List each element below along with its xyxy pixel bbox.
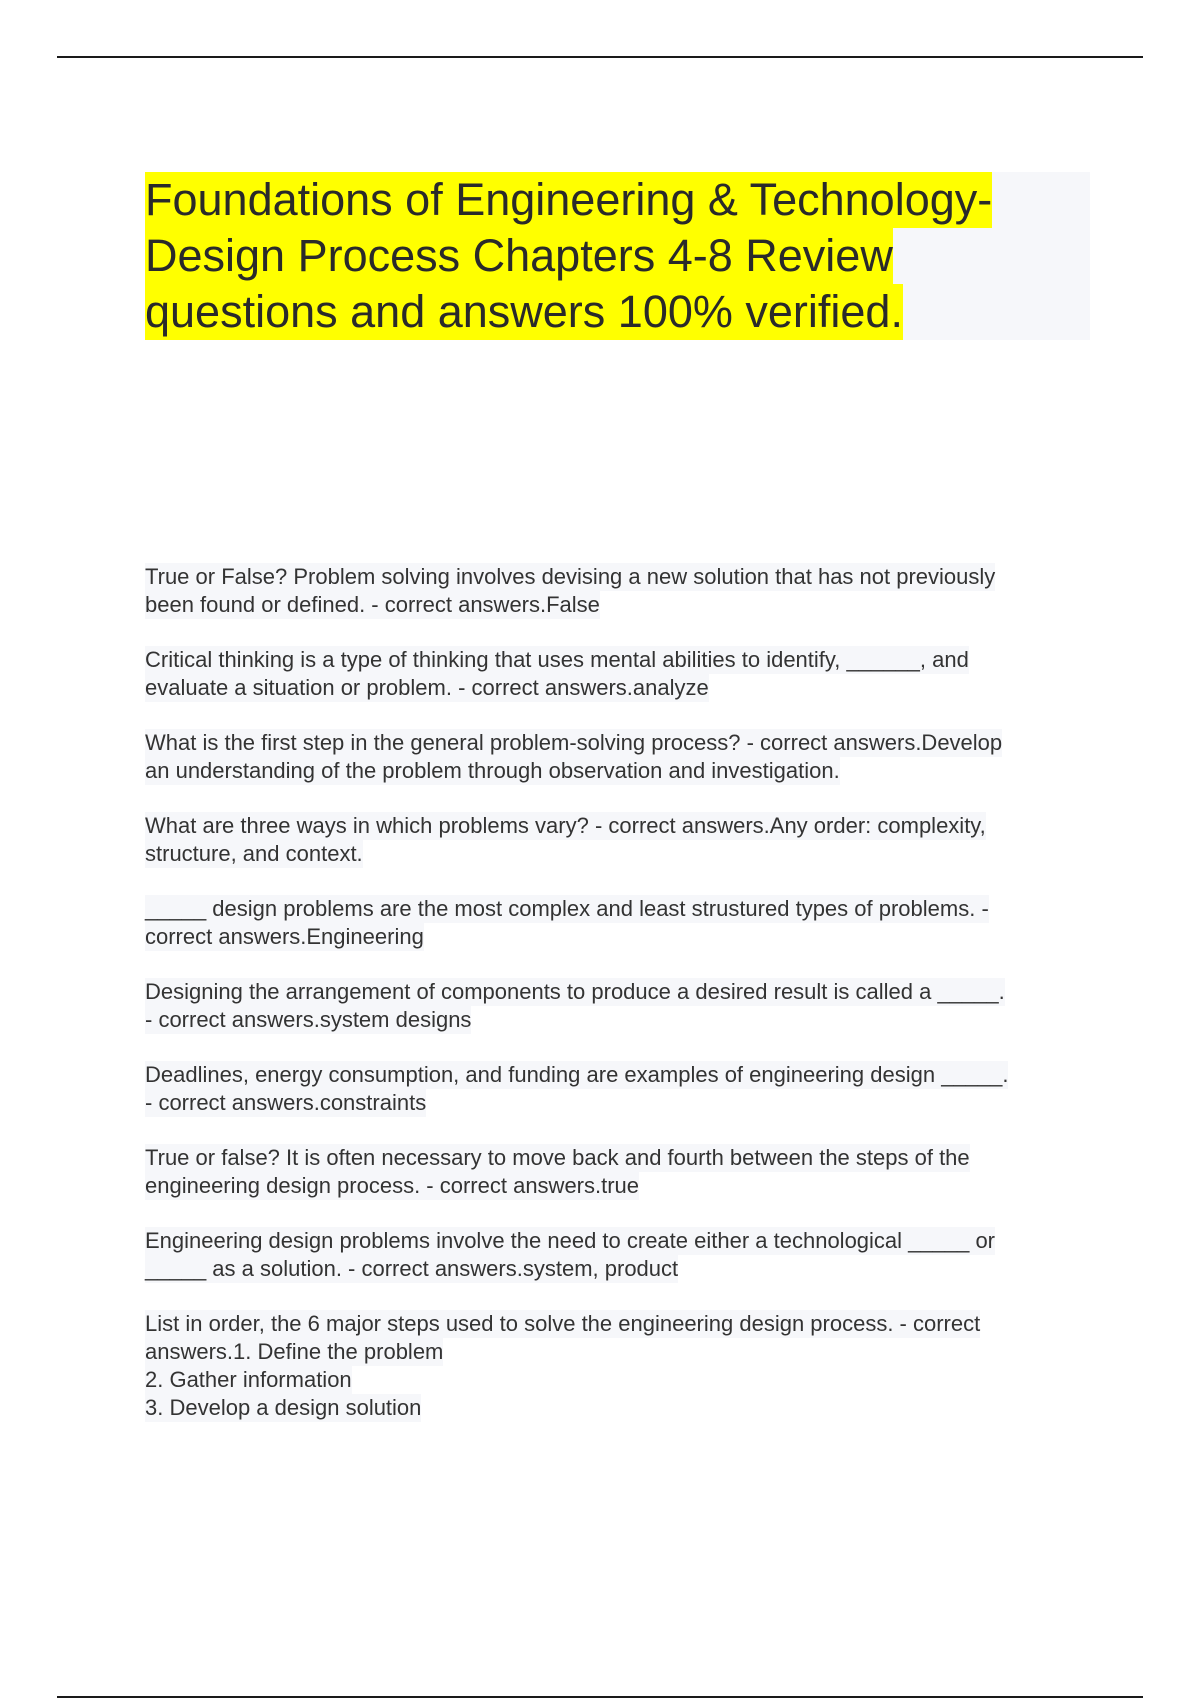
qa-item [145, 1227, 1090, 1283]
qa-item [145, 646, 1090, 702]
qa-line: Designing the arrangement of components to produce a desired result is called a _____. [145, 979, 1005, 1004]
qa-line: _____ as a solution. - correct answers.system, product [145, 1256, 679, 1281]
qa-line: True or false? It is often necessary to move back and fourth between the steps of the [145, 1145, 970, 1170]
qa-item [145, 1061, 1090, 1117]
qa-line: an understanding of the problem through observation and investigation. [145, 758, 840, 783]
qa-item [145, 1310, 1090, 1422]
qa-line: _____ design problems are the most complex and least strustured types of problems. - [145, 896, 989, 921]
qa-line: 3. Develop a design solution [145, 1395, 422, 1420]
qa-line: What is the first step in the general problem-solving process? - correct answers.Develop [145, 730, 1003, 755]
qa-line: Critical thinking is a type of thinking that uses mental abilities to identify, ______, and [145, 647, 969, 672]
qa-item [145, 978, 1090, 1034]
qa-line: True or False? Problem solving involves devising a new solution that has not previously [145, 564, 996, 589]
qa-line: been found or defined. - correct answers.False [145, 592, 600, 617]
qa-list [145, 563, 1090, 1449]
qa-line: - correct answers.system designs [145, 1007, 472, 1032]
title-line: Foundations of Engineering & Technology- [145, 172, 992, 228]
qa-item [145, 812, 1090, 868]
qa-line: - correct answers.constraints [145, 1090, 427, 1115]
qa-line: What are three ways in which problems vary? - correct answers.Any order: complexity, [145, 813, 986, 838]
title-line: Design Process Chapters 4-8 Review [145, 228, 893, 284]
qa-line: Engineering design problems involve the need to create either a technological _____ or [145, 1228, 996, 1253]
qa-item [145, 729, 1090, 785]
qa-item [145, 895, 1090, 951]
document-title [145, 172, 1090, 340]
title-line: questions and answers 100% verified. [145, 284, 903, 340]
top-rule [57, 56, 1143, 58]
qa-line: engineering design process. - correct answers.true [145, 1173, 640, 1198]
qa-line: 2. Gather information [145, 1367, 352, 1392]
bottom-rule [57, 1696, 1143, 1698]
qa-line: evaluate a situation or problem. - correct answers.analyze [145, 675, 709, 700]
qa-item [145, 1144, 1090, 1200]
qa-line: Deadlines, energy consumption, and funding are examples of engineering design _____. [145, 1062, 1009, 1087]
qa-item [145, 563, 1090, 619]
qa-line: answers.1. Define the problem [145, 1339, 444, 1364]
qa-line: structure, and context. [145, 841, 363, 866]
qa-line: correct answers.Engineering [145, 924, 424, 949]
qa-line: List in order, the 6 major steps used to solve the engineering design process. - correct [145, 1311, 981, 1336]
